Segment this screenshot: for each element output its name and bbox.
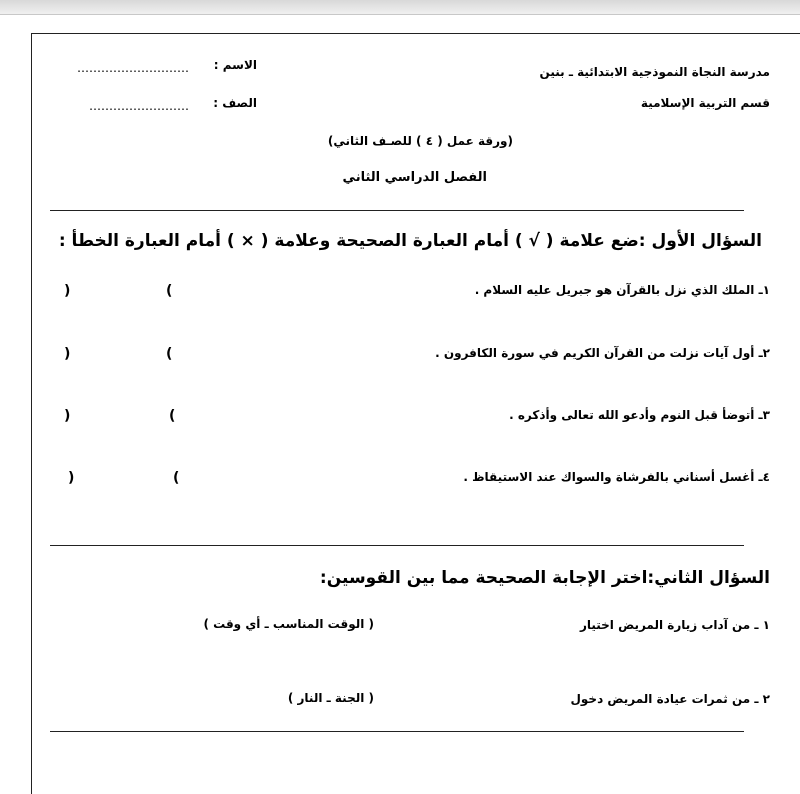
term-title: الفصل الدراسي الثاني	[342, 170, 487, 185]
name-dots: ……………………….	[77, 61, 189, 75]
q1-answer-1-open[interactable]: (	[166, 283, 173, 299]
divider-3	[50, 731, 744, 732]
window-top-bar	[0, 0, 800, 15]
school-name: مدرسة النجاة النموذجية الابتدائية ـ بنين	[539, 65, 770, 79]
name-label: الاسم :	[213, 58, 257, 72]
q2-item-1: ١ ـ من آداب زيارة المريض اختيار	[579, 618, 770, 632]
department-name: قسم التربية الإسلامية	[640, 96, 770, 110]
q2-choices-1[interactable]: ( الوقت المناسب ـ أي وقت )	[203, 617, 374, 631]
q2-item-2: ٢ ـ من ثمرات عيادة المريض دخول	[570, 692, 770, 706]
q1-answer-4-close[interactable]: )	[68, 470, 75, 486]
worksheet-page	[31, 33, 800, 794]
q1-title: السؤال الأول :ضع علامة ( √ ) أمام العبارة الصحيحة وعلامة ( × ) أمام العبارة الخطأ :	[58, 231, 762, 251]
q1-item-1: ١ـ الملك الذي نزل بالقرآن هو جبريل عليه السلام .	[474, 283, 770, 297]
q1-answer-1-close[interactable]: )	[64, 283, 71, 299]
q1-item-3: ٣ـ أتوضأ قبل النوم وأدعو الله تعالى وأذكره .	[509, 408, 770, 422]
divider-2	[50, 545, 744, 546]
class-dots: …………………….	[89, 99, 189, 113]
q1-item-4: ٤ـ أغسل أسناني بالفرشاة والسواك عند الاستيقاظ .	[463, 470, 770, 484]
q1-answer-3-close[interactable]: )	[64, 408, 71, 424]
q2-choices-2[interactable]: ( الجنة ـ النار )	[287, 691, 374, 705]
divider-1	[50, 210, 744, 211]
q1-item-2: ٢ـ أول آيات نزلت من القرآن الكريم في سورة الكافرون .	[435, 346, 770, 360]
q1-answer-2-open[interactable]: (	[166, 346, 173, 362]
worksheet-title: (ورقة عمل ( ٤ ) للصـف الثاني)	[327, 134, 513, 148]
class-label: الصف :	[213, 96, 257, 110]
q1-answer-3-open[interactable]: (	[169, 408, 176, 424]
q1-answer-4-open[interactable]: (	[173, 470, 180, 486]
q1-answer-2-close[interactable]: )	[64, 346, 71, 362]
q2-title: السؤال الثاني:اختر الإجابة الصحيحة مما بين القوسين:	[319, 568, 770, 588]
